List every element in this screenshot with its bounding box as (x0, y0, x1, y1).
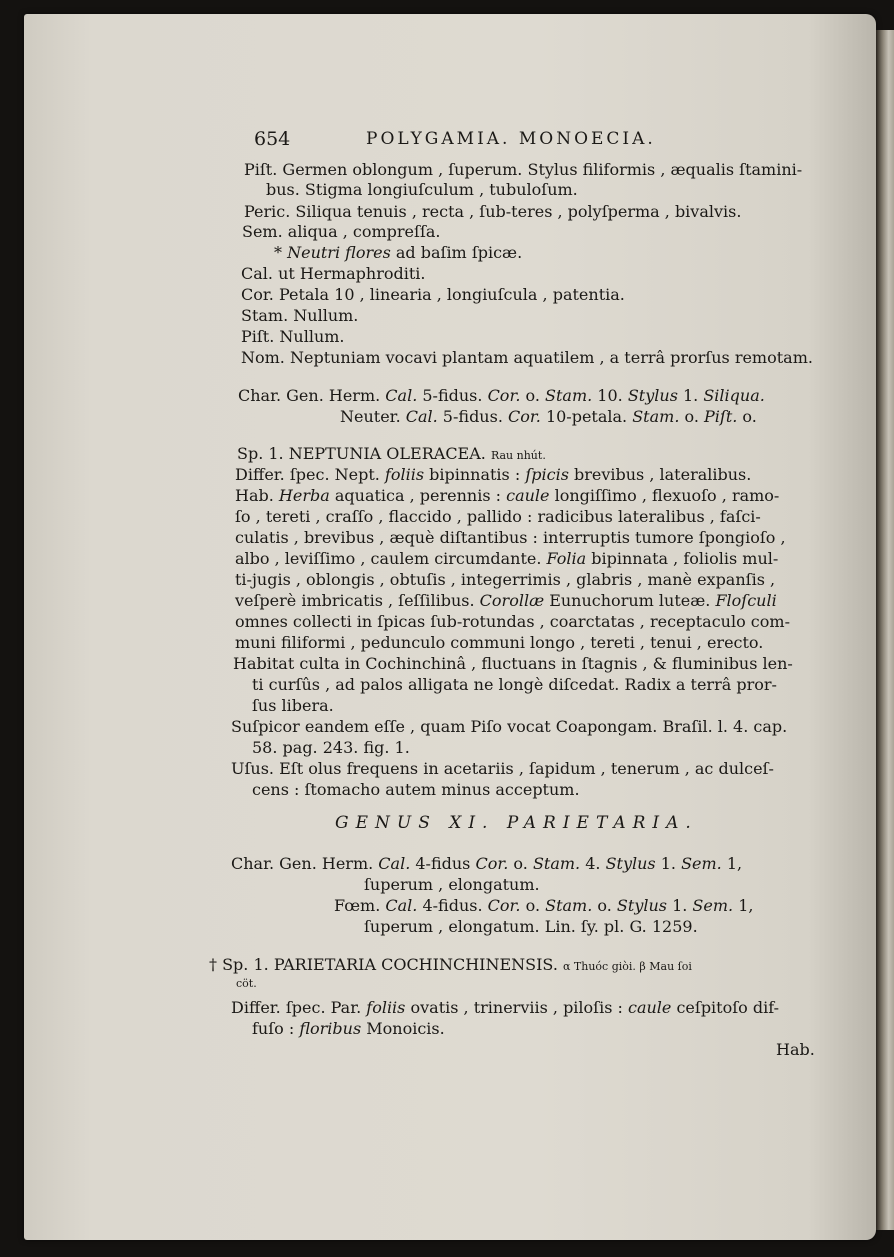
book-page (24, 14, 876, 1240)
book-spine-edge (876, 30, 894, 1230)
text-line: * Neutri flores ad baſim ſpicæ. (274, 243, 523, 262)
text-line: ſo , tereti , craſſo , flaccido , pallido : radicibus lateralibus , faſci- (235, 507, 761, 526)
text-line: Habitat culta in Cochinchinâ , fluctuans in ſtagnis , & fluminibus len- (233, 654, 793, 673)
text-line: Piſt. Germen oblongum , ſuperum. Stylus filiformis , æqualis ſtamini- (244, 160, 803, 179)
text-line: Differ. ſpec. Par. foliis ovatis , trinerviis , piloſis : caule ceſpitoſo dif- (231, 998, 779, 1017)
catchword: Hab. (776, 1040, 815, 1059)
text-line: Uſus. Eſt olus frequens in acetariis , ſapidum , tenerum , ac dulceſ- (231, 759, 774, 778)
text-line: Differ. ſpec. Nept. foliis bipinnatis : ſpicis brevibus , lateralibus. (235, 465, 752, 484)
text-line: veſperè imbricatis , ſeſſilibus. Corollæ Eunuchorum luteæ. Floſculi (235, 591, 777, 610)
running-head: POLYGAMIA. MONOECIA. (366, 129, 656, 149)
text-line: Nom. Neptuniam vocavi plantam aquatilem , a terrâ prorſus remotam. (241, 348, 813, 367)
text-line: culatis , brevibus , æquè diſtantibus : interruptis tumore ſpongioſo , (235, 528, 786, 547)
text-line: Suſpicor eandem eſſe , quam Piſo vocat Coapongam. Braſil. l. 4. cap. (231, 717, 788, 736)
text-line: Stam. Nullum. (241, 306, 359, 325)
text-line: ſuperum , elongatum. (364, 875, 540, 894)
text-line: Piſt. Nullum. (241, 327, 345, 346)
text-line: Sem. aliqua , compreſſa. (242, 222, 441, 241)
text-line: Char. Gen. Herm. Cal. 5-fidus. Cor. o. Stam. 10. Stylus 1. Siliqua. (238, 386, 765, 405)
text-line: cöt. (236, 977, 257, 990)
genus-heading: GENUS XI. PARIETARIA. (335, 813, 698, 833)
species-heading: † Sp. 1. PARIETARIA COCHINCHINENSIS. α Thuóc giòi. β Mau ſoi (209, 955, 692, 974)
text-line: Char. Gen. Herm. Cal. 4-fidus Cor. o. Stam. 4. Stylus 1. Sem. 1, (231, 854, 743, 873)
text-line: bus. Stigma longiuſculum , tubuloſum. (266, 180, 578, 199)
text-line: muni filiformi , pedunculo communi longo , tereti , tenui , erecto. (235, 633, 764, 652)
page-text (24, 14, 876, 1240)
text-line: ti curſûs , ad palos alligata ne longè diſcedat. Radix a terrâ pror- (252, 675, 777, 694)
text-line: Fœm. Cal. 4-fidus. Cor. o. Stam. o. Stylus 1. Sem. 1, (334, 896, 754, 915)
text-line: albo , leviſſimo , caulem circumdante. Folia bipinnata , foliolis mul- (235, 549, 779, 568)
text-line: Hab. Herba aquatica , perennis : caule longiſſimo , flexuoſo , ramo- (235, 486, 780, 505)
text-line: omnes collecti in ſpicas ſub-rotundas , coarctatas , receptaculo com- (235, 612, 790, 631)
species-heading: Sp. 1. NEPTUNIA OLERACEA. Rau nhút. (237, 444, 546, 463)
text-line: fuſo : floribus Monoicis. (252, 1019, 445, 1038)
text-line: ti-jugis , oblongis , obtuſis , integerrimis , glabris , manè expanſis , (235, 570, 776, 589)
text-line: Cal. ut Hermaphroditi. (241, 264, 426, 283)
text-line: cens : ſtomacho autem minus acceptum. (252, 780, 580, 799)
text-line: 58. pag. 243. fig. 1. (252, 738, 410, 757)
text-line: ſuperum , elongatum. Lin. ſy. pl. G. 1259. (364, 917, 698, 936)
text-line: ſus libera. (252, 696, 334, 715)
text-line: Neuter. Cal. 5-fidus. Cor. 10-petala. Stam. o. Piſt. o. (340, 407, 757, 426)
text-line: Peric. Siliqua tenuis , recta , ſub-teres , polyſperma , bivalvis. (244, 202, 742, 221)
text-line: Cor. Petala 10 , linearia , longiuſcula , patentia. (241, 285, 625, 304)
dagger-mark: † (209, 955, 223, 974)
page-number: 654 (254, 128, 291, 150)
